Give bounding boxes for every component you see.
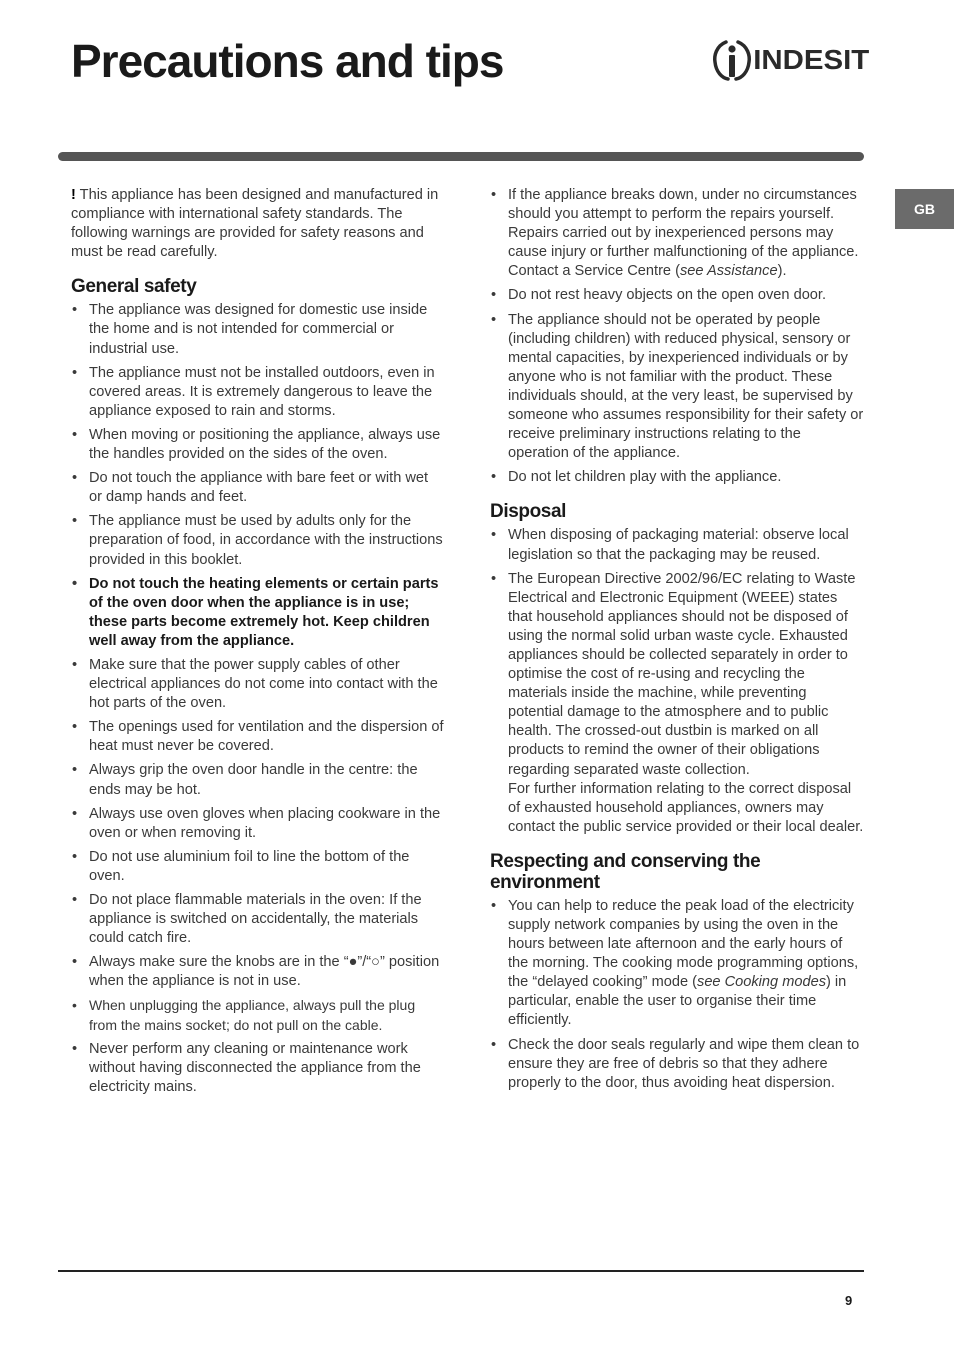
brand-logo [712, 38, 870, 82]
list-item: • Do not use aluminium foil to line the bottom of the oven. [71, 848, 445, 886]
disposal-list [490, 526, 864, 837]
page-title: Precautions and tips [71, 35, 504, 87]
list-item: • The appliance must be used by adults only for the preparation of food, in accordance with the instructions provided in this booklet. [71, 512, 445, 569]
list-item [490, 897, 864, 1031]
list-item: • Do not rest heavy objects on the open oven door. [490, 286, 864, 305]
list-item: • When unplugging the appliance, always pull the plug from the mains socket; do not pull on the cable. [71, 996, 445, 1034]
intro-paragraph [71, 186, 445, 262]
list-item: • The appliance should not be operated by people (including children) with reduced physical, sensory or mental capacities, by inexperienced individuals or by anyone who is not familiar with the product. These individuals should, at the very least, be supervised by someone who assumes responsibility for their safety or receive preliminary instructions relating to the operation of the appliance. [490, 311, 864, 464]
list-item [490, 186, 864, 281]
footer-divider [58, 1270, 864, 1272]
left-column [71, 186, 445, 1111]
list-item: • Always grip the oven door handle in the centre: the ends may be hot. [71, 761, 445, 799]
list-item-text: If the appliance breaks down, under no circumstances should you attempt to perform the repairs yourself. Repairs carried out by inexperienced persons may cause injury or further malfunctioning of the appliance. Contact a Service Centre ( [508, 187, 859, 280]
section-heading-disposal: Disposal [490, 501, 566, 523]
general-safety-list [71, 301, 445, 1097]
list-item-text: ). [777, 263, 787, 280]
list-item: • Do not let children play with the appliance. [490, 468, 864, 487]
warning-mark: ! [71, 187, 76, 203]
section-heading-general-safety: General safety [71, 276, 197, 298]
general-safety-list-continued [490, 186, 864, 487]
list-item-note: For further information relating to the correct disposal of exhausted household appliances, owners may contact the public service provided or their local dealer. [508, 780, 864, 835]
list-item: • Make sure that the power supply cables of other electrical appliances do not come into contact with the hot parts of the oven. [71, 656, 445, 713]
list-item-text: ) in particular, enable the user to organise their time efficiently. [508, 974, 847, 1029]
list-item: • Always use oven gloves when placing cookware in the oven or when removing it. [71, 805, 445, 843]
list-item: • Never perform any cleaning or maintenance work without having disconnected the appliance from the electricity mains. [71, 1040, 445, 1097]
brand-wordmark: INDESIT [753, 44, 870, 75]
list-item [490, 570, 864, 837]
list-item: • Do not touch the appliance with bare feet or with wet or damp hands and feet. [71, 469, 445, 507]
list-item: • Always make sure the knobs are in the “●”/“○” position when the appliance is not in use. [71, 953, 445, 991]
list-item: • When moving or positioning the appliance, always use the handles provided on the sides of the oven. [71, 426, 445, 464]
list-item-warning: • Do not touch the heating elements or certain parts of the oven door when the appliance is in use; these parts become extremely hot. Keep children well away from the appliance. [71, 575, 445, 651]
list-item: • When disposing of packaging material: observe local legislation so that the packaging may be reused. [490, 526, 864, 564]
language-tab: GB [895, 189, 954, 229]
brand-logo-icon [712, 38, 752, 82]
list-item: • The openings used for ventilation and the dispersion of heat must never be covered. [71, 718, 445, 756]
list-item: • Check the door seals regularly and wipe them clean to ensure they are free of debris so that they adhere properly to the door, thus avoiding heat dispersion. [490, 1036, 864, 1093]
list-item: • The appliance was designed for domestic use inside the home and is not intended for commercial or industrial use. [71, 301, 445, 358]
list-item: • The appliance must not be installed outdoors, even in covered areas. It is extremely dangerous to leave the appliance exposed to rain and storms. [71, 364, 445, 421]
page-number: 9 [845, 1293, 853, 1308]
right-column [490, 186, 864, 1107]
list-item: • Do not place flammable materials in the oven: If the appliance is switched on accidentally, the materials could catch fire. [71, 891, 445, 948]
list-item-text: The European Directive 2002/96/EC relating to Waste Electrical and Electronic Equipment (WEEE) states that household appliances should not be disposed of using the normal solid urban waste cycle. Exhausted appliances should be collected separately in order to optimise the cost of re-using and recycling the materials inside the machine, while preventing potential damage to the atmosphere and to public health. The crossed-out dustbin is marked on all products to remind the owner of their obligations regarding separated waste collection. [508, 570, 856, 778]
header-divider [58, 152, 864, 161]
intro-text: This appliance has been designed and manufactured in compliance with international safety standards. The following warnings are provided for safety reasons and must be read carefully. [71, 187, 439, 261]
section-heading-environment: Respecting and conserving the environment [490, 850, 761, 893]
environment-list [490, 897, 864, 1093]
list-item-text: You can help to reduce the peak load of the electricity supply network companies by using the oven in the hours between late afternoon and the early hours of the morning. The cooking mode programming options, the “delayed cooking” mode ( [508, 897, 859, 991]
cross-reference: see Assistance [679, 263, 778, 280]
cross-reference: see Cooking modes [697, 974, 827, 991]
